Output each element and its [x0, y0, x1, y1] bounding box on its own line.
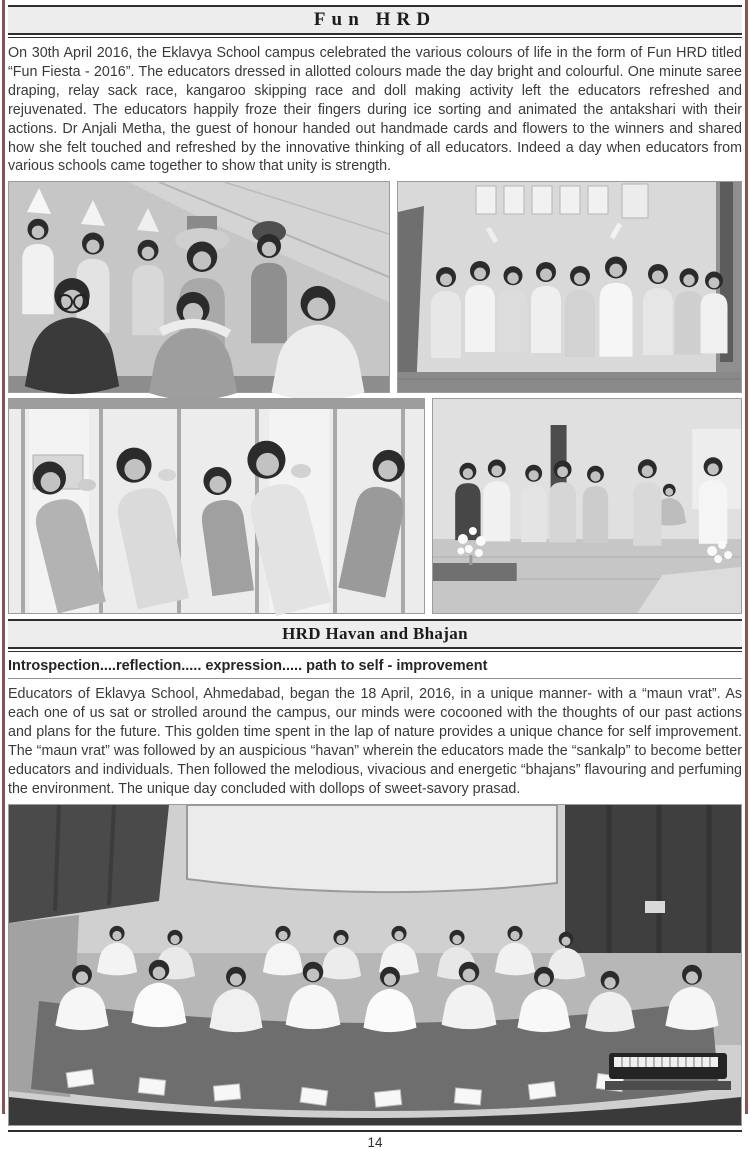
havan-bhajan-title: HRD Havan and Bhajan: [282, 624, 468, 644]
subtitle-rule: [8, 678, 742, 679]
fun-hrd-title: Fun HRD: [313, 9, 437, 30]
fun-hrd-header-bar: [8, 5, 742, 35]
header-double-rule: [8, 37, 742, 38]
photo-fun-hrd-3: [8, 398, 425, 614]
page-number: 14: [367, 1134, 383, 1150]
fun-hrd-paragraph: On 30th April 2016, the Eklavya School campus celebrated the various colours of life in the form of Fun HRD titled “Fun Fiesta - 2016”. The educators dressed in allotted colours made the day bright and colourful. One minute saree draping, relay sack race, kangaroo skipping race and doll making activity left the educators refreshed and rejuvenated. The educators happily froze their fingers during ice sorting and animated the antakshari with their actions. Dr Anjali Metha, the guest of honour handed out handmade cards and flowers to the winners and shared how she felt touched and refreshed by the innovative thinking of all educators. Indeed a day when educators from various schools came together to show that unity is strength.: [8, 45, 742, 175]
photo-fun-hrd-2: [397, 181, 742, 393]
header-double-rule-2: [8, 651, 742, 652]
fun-hrd-photo-row-2: [8, 398, 742, 614]
page-content: [8, 0, 742, 1150]
photo-fun-hrd-1: [8, 181, 390, 393]
page-left-border: [2, 0, 5, 1114]
havan-bhajan-header-bar: [8, 619, 742, 649]
havan-bhajan-paragraph: Educators of Eklavya School, Ahmedabad, began the 18 April, 2016, in a unique manner- with a “maun vrat”. As each one of us sat or strolled around the campus, our minds were cocooned with the thoughts of our past actions and plans for the future. This golden time spent in the lap of nature provides a unique chance for self improvement. The “maun vrat” was followed by an auspicious “havan” wherein the educators made the “sankalp” to become better educators and individuals. Then followed the melodious, vivacious and energetic “bhajans” flavouring and perfuming the environment. The unique day concluded with dollops of sweet-savory prasad.: [8, 686, 742, 797]
photo-fun-hrd-4: [432, 398, 742, 614]
fun-hrd-photo-row-1: [8, 181, 742, 393]
photo-havan-bhajan: [8, 804, 742, 1126]
page-right-border: [745, 0, 748, 1114]
havan-bhajan-subtitle: Introspection....reflection..... expression..... path to self - improvement: [8, 658, 488, 675]
